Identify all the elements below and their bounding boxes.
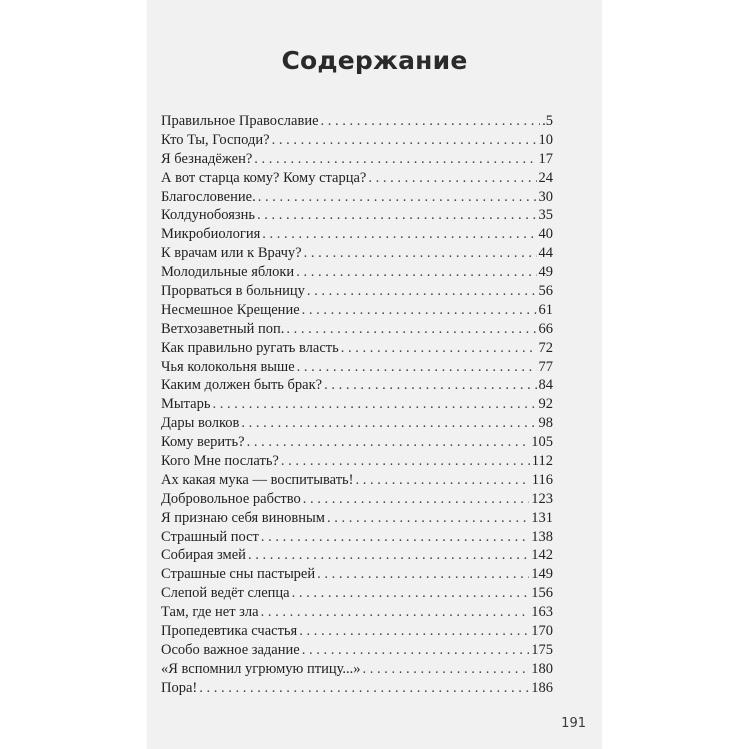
dot-leader xyxy=(307,283,537,300)
dot-leader xyxy=(317,566,529,583)
dot-leader xyxy=(303,491,529,508)
toc-entry-page: 24 xyxy=(538,169,553,186)
toc-entry-page: 180 xyxy=(531,660,553,677)
toc-entry-title: Дары волков xyxy=(161,415,240,432)
toc-entry-page: 123 xyxy=(531,490,553,507)
toc-entry xyxy=(161,302,553,321)
toc-entry-page: 66 xyxy=(538,320,553,337)
toc-entry xyxy=(161,642,553,661)
dot-leader xyxy=(304,245,537,262)
toc-entry-title: Ах какая мука — воспитывать! xyxy=(161,471,354,488)
toc-entry-title: Я безнадёжен? xyxy=(161,150,253,167)
dot-leader xyxy=(258,189,537,206)
dot-leader xyxy=(248,547,529,564)
toc-entry-page: 186 xyxy=(531,679,553,696)
toc-entry xyxy=(161,321,553,340)
dot-leader xyxy=(254,151,536,168)
toc-entry-page: 61 xyxy=(538,301,553,318)
toc-entry xyxy=(161,340,553,359)
toc-entry-title: Ветхозаветный поп. xyxy=(161,320,285,337)
toc-entry-title: Добровольное рабство xyxy=(161,490,301,507)
dot-leader xyxy=(247,434,530,451)
toc-entry-title: А вот старца кому? Кому старца? xyxy=(161,169,367,186)
toc-entry-title: Микробиология xyxy=(161,226,261,243)
toc-entry xyxy=(161,207,553,226)
toc-entry-page: 49 xyxy=(538,264,553,281)
toc-entry-title: «Я вспомнил угрюмую птицу...» xyxy=(161,660,361,677)
dot-leader xyxy=(261,604,530,621)
page-title: Содержание xyxy=(281,46,468,75)
dot-leader xyxy=(257,207,536,224)
toc-entry-page: 72 xyxy=(538,339,553,356)
toc-entry-page: 105 xyxy=(531,434,553,451)
toc-entry-page: 10 xyxy=(538,131,553,148)
toc-entry-title: Я признаю себя виновным xyxy=(161,509,325,526)
toc-entry-page: 156 xyxy=(531,585,553,602)
toc-entry xyxy=(161,529,553,548)
toc-entry-title: Страшный пост xyxy=(161,528,259,545)
toc-entry-title: Правильное Православие xyxy=(161,113,319,129)
toc-entry-title: Прорваться в больницу xyxy=(161,283,305,300)
toc-entry xyxy=(161,359,553,378)
page-number: 191 xyxy=(561,716,586,731)
toc-entry-title: Там, где нет зла xyxy=(161,604,259,621)
dot-leader xyxy=(356,472,530,489)
dot-leader xyxy=(262,226,536,243)
toc-entry-page: 35 xyxy=(538,207,553,224)
toc-entry-title: Пропедевтика счастья xyxy=(161,623,298,640)
toc-entry-title: Кто Ты, Господи? xyxy=(161,131,270,148)
dot-leader xyxy=(327,510,529,527)
toc-entry-page: .5 xyxy=(542,113,553,129)
toc-entry-page: 44 xyxy=(538,245,553,262)
toc-entry xyxy=(161,189,553,208)
toc-entry-page: 149 xyxy=(531,566,553,583)
toc-entry xyxy=(161,151,553,170)
dot-leader xyxy=(261,529,529,546)
toc-entry-page: 170 xyxy=(531,623,553,640)
toc-entry-title: Молодильные яблоки xyxy=(161,264,295,281)
toc-entry-title: Кого Мне послать? xyxy=(161,453,279,470)
toc-entry-page: 142 xyxy=(531,547,553,564)
toc-entry-title: Мытарь xyxy=(161,396,211,413)
dot-leader xyxy=(212,396,536,413)
dot-leader xyxy=(324,377,536,394)
toc-entry-title: Слепой ведёт слепца xyxy=(161,585,290,602)
toc-entry xyxy=(161,434,553,453)
toc-entry xyxy=(161,566,553,585)
toc-entry xyxy=(161,283,553,302)
dot-leader xyxy=(321,113,541,130)
toc-entry-title: Несмешное Крещение xyxy=(161,301,300,318)
dot-leader xyxy=(281,453,530,470)
toc-entry-title: Благословение. xyxy=(161,188,256,205)
toc-entry xyxy=(161,661,553,680)
toc-entry xyxy=(161,377,553,396)
dot-leader xyxy=(272,132,537,149)
toc-entry-page: 163 xyxy=(531,604,553,621)
toc-entry-page: 84 xyxy=(538,377,553,394)
toc-entry-page: 56 xyxy=(538,283,553,300)
toc-entry xyxy=(161,245,553,264)
toc-entry-page: 30 xyxy=(538,188,553,205)
toc-entry-title: Пора! xyxy=(161,679,198,696)
toc-entry-page: 138 xyxy=(531,528,553,545)
toc-entry-title: Каким должен быть брак? xyxy=(161,377,323,394)
toc-entry xyxy=(161,472,553,491)
toc-entry-title: К врачам или к Врачу? xyxy=(161,245,302,262)
toc-entry-page: 40 xyxy=(538,226,553,243)
toc-entry xyxy=(161,264,553,283)
toc-entry xyxy=(161,585,553,604)
toc-entry xyxy=(161,453,553,472)
toc-entry xyxy=(161,491,553,510)
toc-entry-page: 116 xyxy=(531,471,553,488)
book-page xyxy=(147,0,602,749)
toc-entry xyxy=(161,604,553,623)
table-of-contents xyxy=(161,113,553,699)
dot-leader xyxy=(292,585,530,602)
toc-entry xyxy=(161,510,553,529)
dot-leader xyxy=(241,415,536,432)
toc-entry-title: Особо важное задание xyxy=(161,641,300,658)
toc-entry xyxy=(161,170,553,189)
dot-leader xyxy=(302,642,530,659)
toc-entry-title: Как правильно ругать власть xyxy=(161,339,339,356)
toc-entry xyxy=(161,113,553,132)
toc-entry-title: Страшные сны пастырей xyxy=(161,566,316,583)
toc-entry xyxy=(161,623,553,642)
dot-leader xyxy=(302,302,537,319)
toc-entry xyxy=(161,396,553,415)
toc-entry-page: 112 xyxy=(531,453,553,470)
toc-entry-title: Собирая змей xyxy=(161,547,246,564)
dot-leader xyxy=(299,623,529,640)
dot-leader xyxy=(368,170,536,187)
toc-entry xyxy=(161,226,553,245)
dot-leader xyxy=(286,321,536,338)
toc-entry xyxy=(161,132,553,151)
toc-entry-page: 98 xyxy=(538,415,553,432)
dot-leader xyxy=(363,661,530,678)
toc-entry xyxy=(161,415,553,434)
toc-entry-page: 131 xyxy=(531,509,553,526)
dot-leader xyxy=(341,340,537,357)
toc-entry-title: Чья колокольня выше xyxy=(161,358,295,375)
toc-entry-page: 17 xyxy=(538,150,553,167)
toc-entry-page: 92 xyxy=(538,396,553,413)
toc-entry-page: 175 xyxy=(531,641,553,658)
toc-entry xyxy=(161,547,553,566)
toc-entry xyxy=(161,680,553,699)
toc-entry-page: 77 xyxy=(538,358,553,375)
dot-leader xyxy=(296,264,536,281)
toc-entry-title: Кому верить? xyxy=(161,434,245,451)
dot-leader xyxy=(297,359,537,376)
toc-entry-title: Колдунобоязнь xyxy=(161,207,256,224)
dot-leader xyxy=(199,680,529,697)
